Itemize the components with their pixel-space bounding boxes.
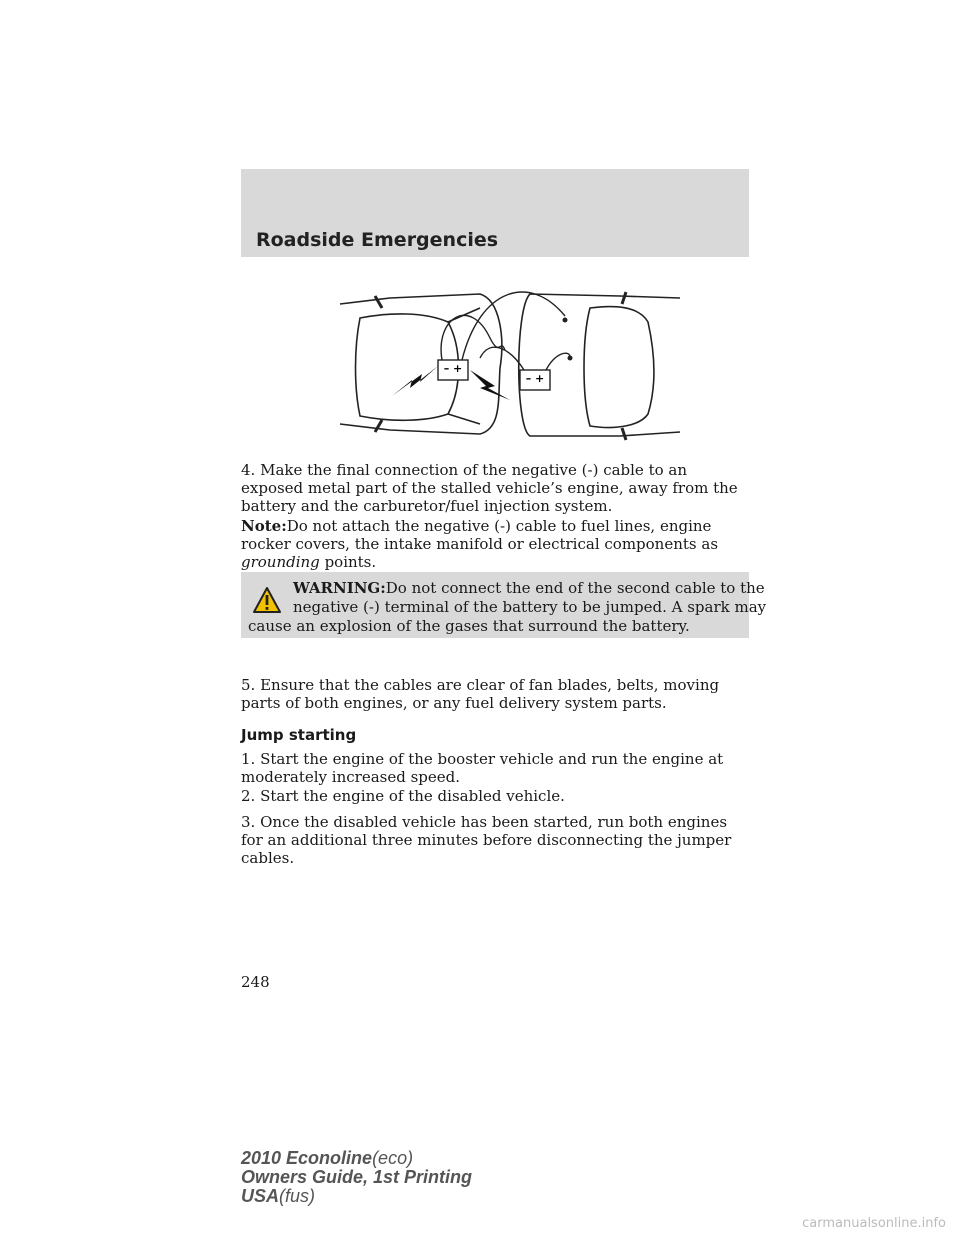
section-title: Roadside Emergencies <box>256 229 499 251</box>
footer-model: 2010 Econoline <box>241 1148 373 1168</box>
watermark: carmanualsonline.info <box>802 1216 946 1231</box>
warning-box <box>241 572 767 638</box>
battery-left <box>438 360 468 380</box>
footer-line-2: Owners Guide, 1st Printing <box>241 1167 473 1187</box>
footer-model-code: (eco) <box>372 1148 414 1168</box>
jumper-cables <box>441 292 570 370</box>
warning-line-2: negative (-) terminal of the battery to be jumped. A spark may <box>293 598 767 616</box>
page-number: 248 <box>241 973 270 991</box>
print-footer <box>241 1149 472 1206</box>
footer-region-code: (fus) <box>279 1186 316 1206</box>
battery-left-label: – + <box>443 362 463 375</box>
step-5-text: 5. Ensure that the cables are clear of fan blades, belts, moving parts of both engines, or any fuel delivery system parts. <box>241 676 720 712</box>
jump-start-diagram <box>330 278 690 448</box>
footer-line-1 <box>241 1149 472 1168</box>
note-paragraph <box>241 517 749 571</box>
note-label: Note: <box>241 517 287 535</box>
note-text <box>241 517 749 571</box>
step-4-text: 4. Make the final connection of the negative (-) cable to an exposed metal part of the stalled vehicle’s engine, away from the battery and the carburetor/fuel injection system. <box>241 461 738 515</box>
jump-step-2-text: 2. Start the engine of the disabled vehicle. <box>241 787 565 805</box>
note-italic-term: grounding <box>241 553 320 571</box>
battery-right-label: – + <box>525 372 545 385</box>
jump-step-2 <box>241 787 749 805</box>
left-vehicle-outline <box>340 294 502 434</box>
warning-line-3: cause an explosion of the gases that surround the battery. <box>248 617 690 635</box>
battery-right <box>520 370 550 390</box>
note-tail: points. <box>319 553 377 571</box>
jump-starting-heading: Jump starting <box>241 726 357 744</box>
footer-line-3 <box>241 1187 472 1206</box>
warning-text-1: Do not connect the end of the second cable to the <box>385 579 765 597</box>
right-vehicle-outline <box>519 292 680 440</box>
jump-step-1 <box>241 750 749 786</box>
footer-region: USA <box>241 1186 280 1206</box>
jump-step-3 <box>241 813 749 867</box>
step-5-paragraph <box>241 676 749 712</box>
warning-triangle-icon <box>252 586 282 614</box>
note-body: Do not attach the negative (-) cable to fuel lines, engine rocker covers, the intake manifold or electrical components as <box>241 517 719 553</box>
warning-line-1 <box>293 579 765 597</box>
section-header <box>241 169 749 257</box>
warning-label: WARNING: <box>293 579 386 597</box>
jump-step-1-text: 1. Start the engine of the booster vehicle and run the engine at moderately increased speed. <box>241 750 724 786</box>
step-4-paragraph <box>241 461 749 515</box>
jump-step-3-text: 3. Once the disabled vehicle has been started, run both engines for an additional three minutes before disconnecting the jumper cables. <box>241 813 732 867</box>
